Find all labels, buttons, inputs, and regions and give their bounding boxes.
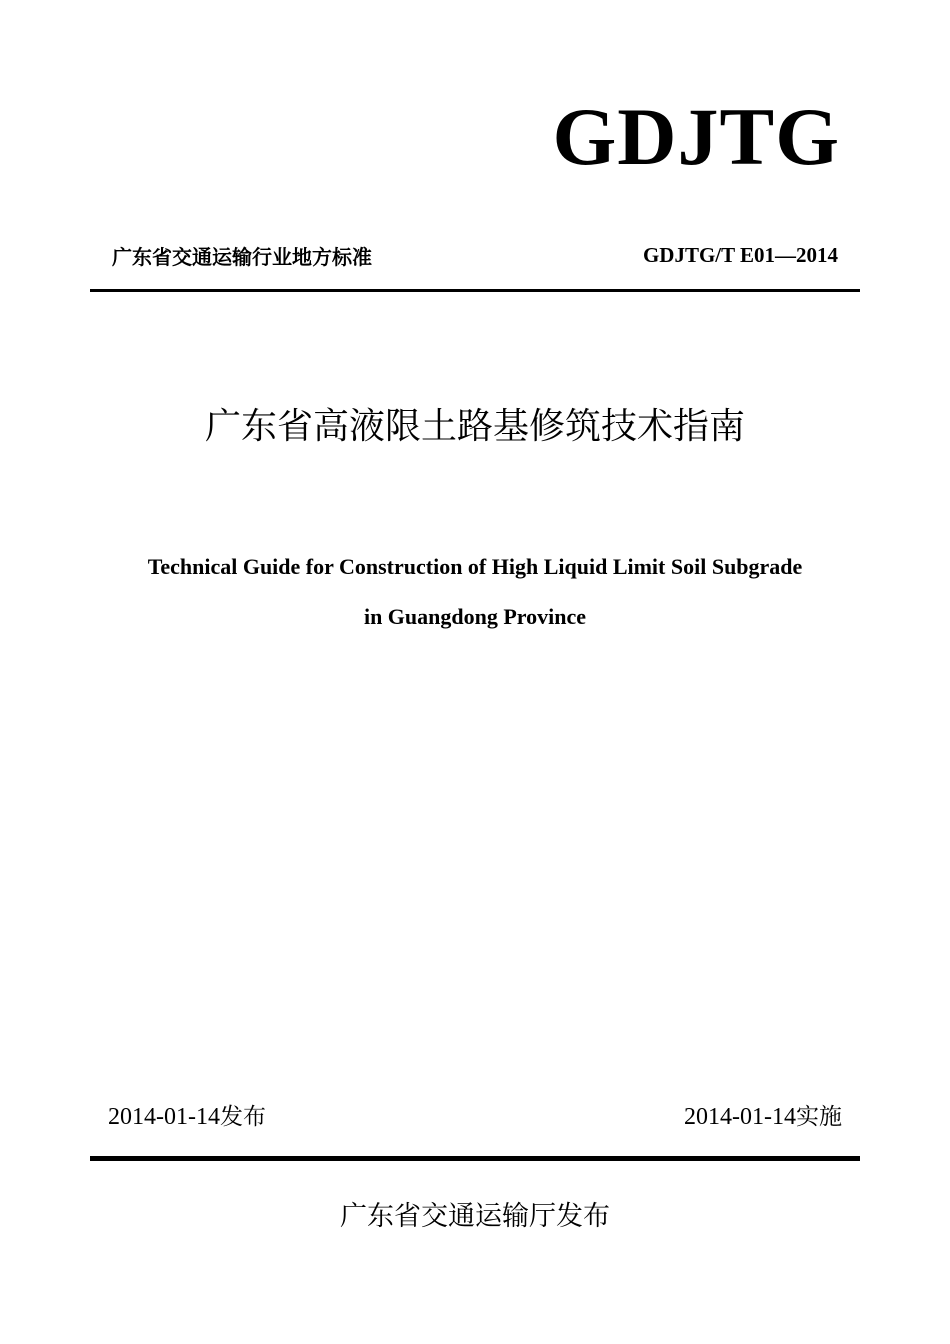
top-divider bbox=[90, 289, 860, 292]
issue-date: 2014-01-14 bbox=[108, 1104, 220, 1130]
document-title-english-line1: Technical Guide for Construction of High Liquid Limit Soil Subgrade bbox=[147, 554, 803, 579]
brand-mark: GDJTG bbox=[552, 91, 840, 182]
standard-code: GDJTG/T E01—2014 bbox=[642, 242, 838, 267]
standard-info-row bbox=[112, 240, 838, 270]
date-row bbox=[108, 1098, 842, 1131]
issue-date-block bbox=[108, 1098, 266, 1131]
issue-label: 发布 bbox=[219, 1104, 266, 1130]
implement-date: 2014-01-14 bbox=[684, 1104, 796, 1130]
bottom-divider bbox=[90, 1156, 860, 1161]
standard-category: 广东省交通运输行业地方标准 bbox=[112, 244, 372, 269]
publisher: 广东省交通运输厅发布 bbox=[340, 1201, 610, 1232]
document-title-english-line2: in Guangdong Province bbox=[363, 604, 587, 629]
implement-date-block bbox=[684, 1098, 842, 1131]
document-title-chinese: 广东省高液限土路基修筑技术指南 bbox=[204, 406, 745, 447]
implement-label: 实施 bbox=[796, 1104, 842, 1130]
